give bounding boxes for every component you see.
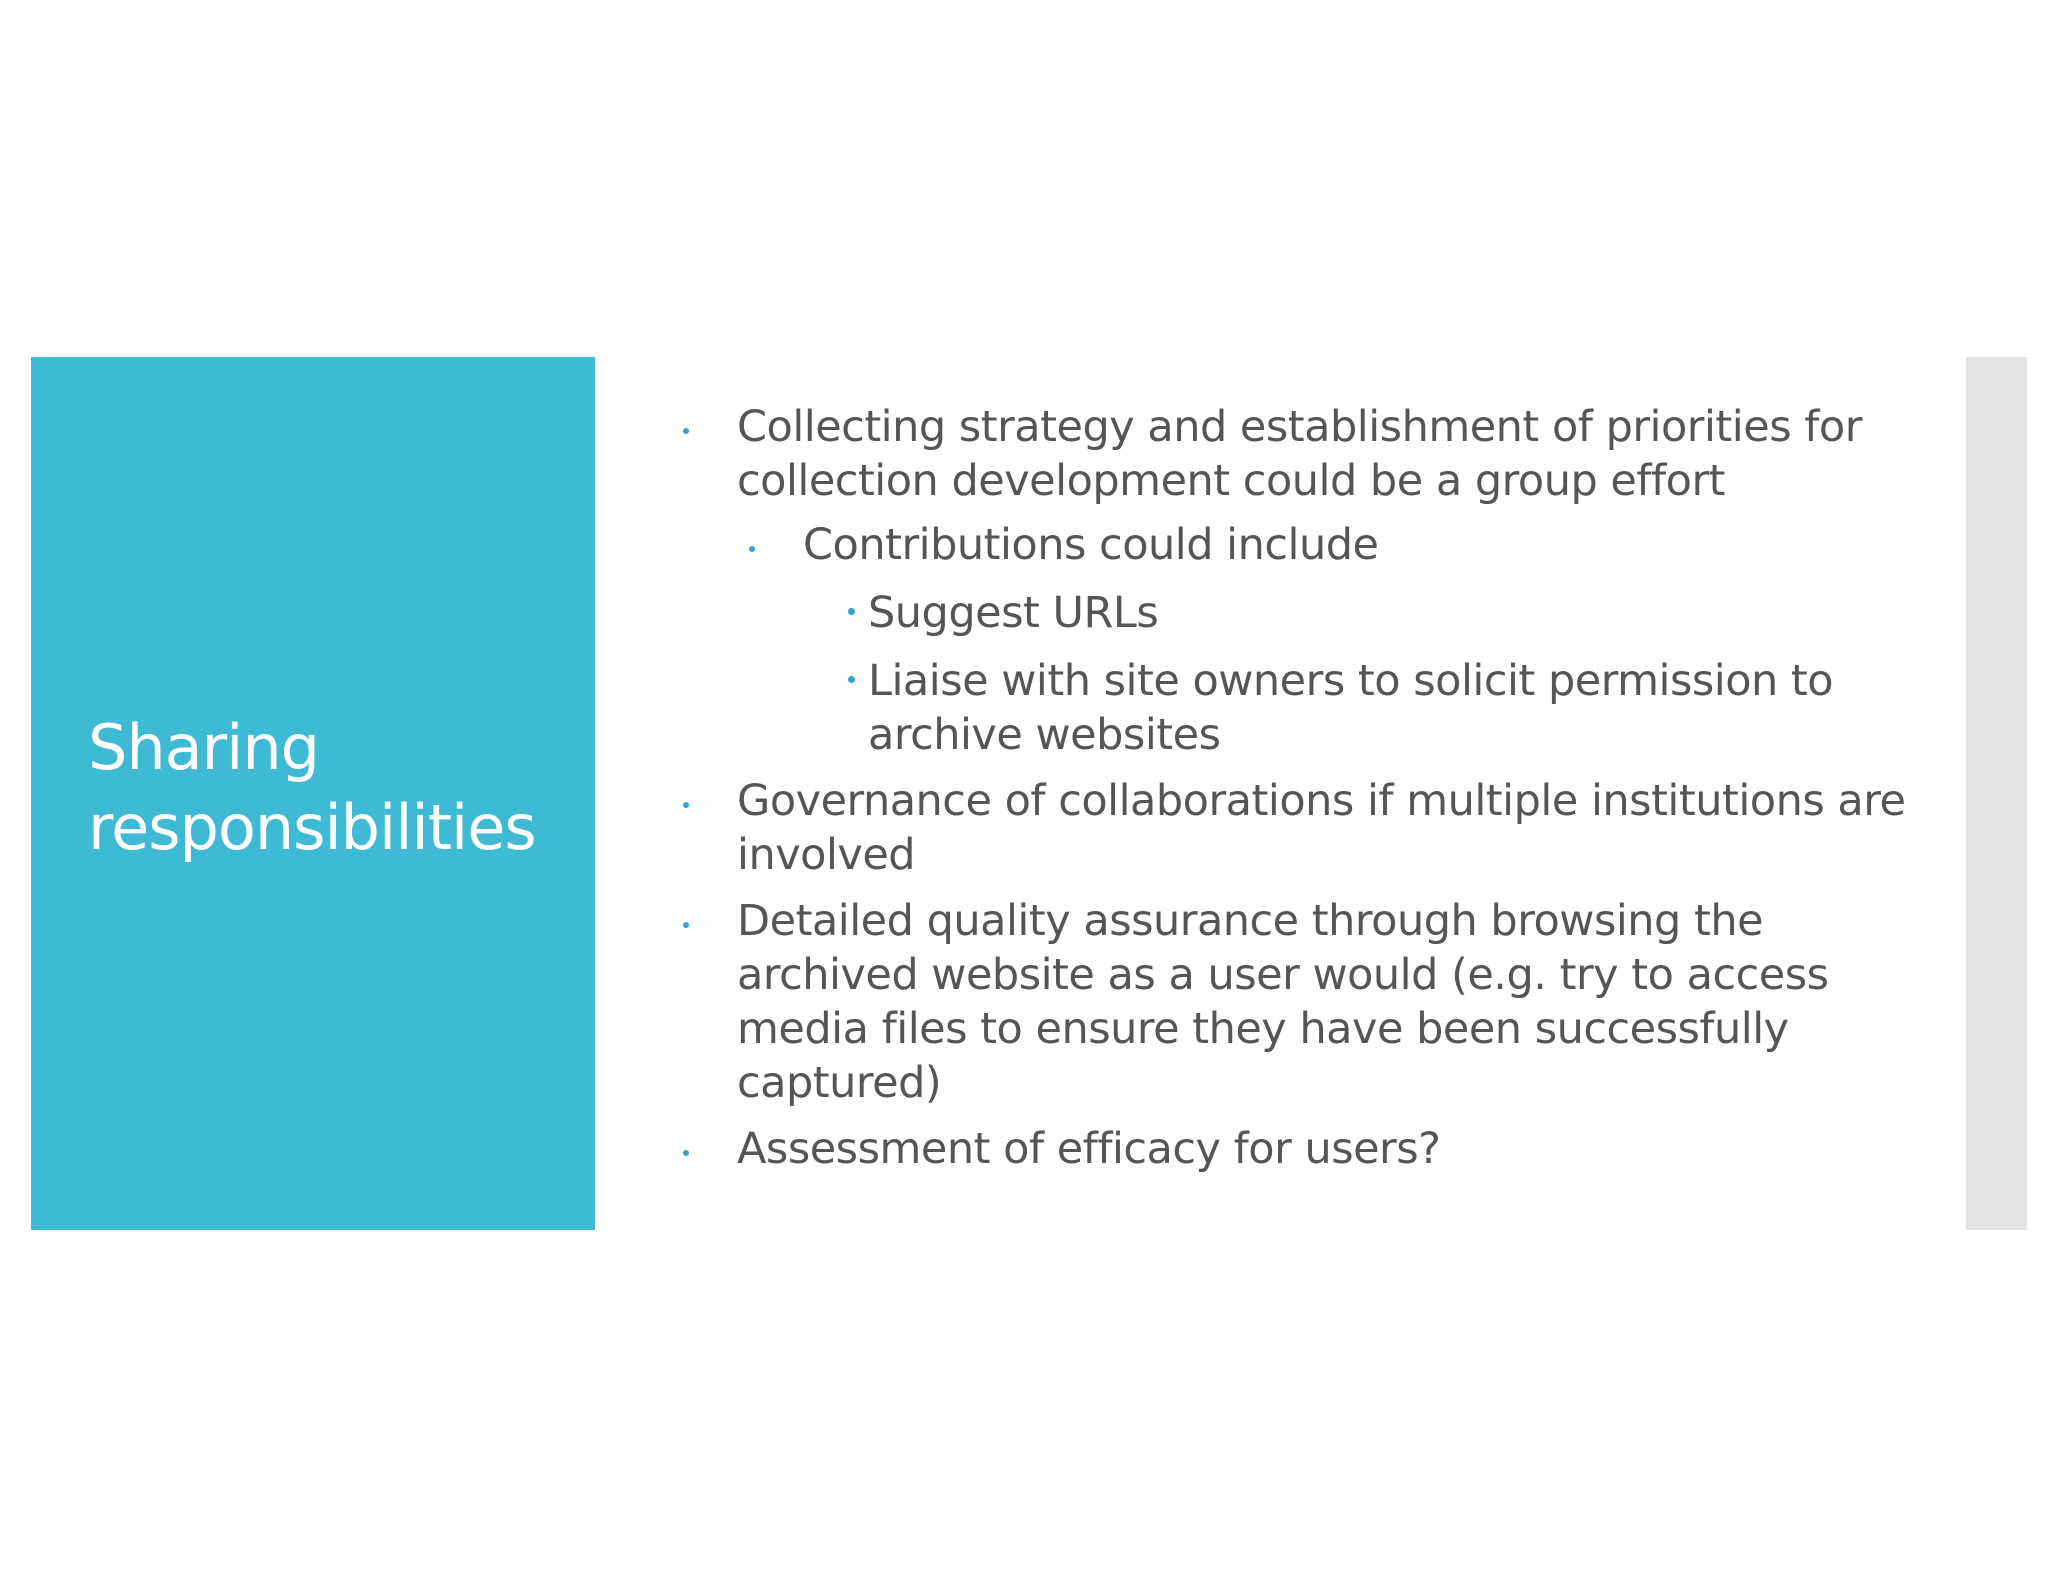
bullet-item <box>660 518 1920 572</box>
bullet-dot-icon <box>683 428 689 434</box>
right-accent-strip <box>1966 357 2027 1230</box>
bullet-dot-icon <box>848 676 855 683</box>
slide-content <box>660 400 1920 1176</box>
bullet-text: Contributions could include <box>803 520 1379 570</box>
bullet-text: Governance of collaborations if multiple institutions are involved <box>737 776 1906 880</box>
bullet-item <box>660 400 1920 508</box>
bullet-dot-icon <box>683 802 689 808</box>
bullet-item <box>660 654 1920 762</box>
bullet-item <box>660 774 1920 882</box>
bullet-dot-icon <box>749 546 755 552</box>
bullet-dot-icon <box>683 1150 689 1156</box>
bullet-item <box>660 586 1920 640</box>
bullet-text: Assessment of efficacy for users? <box>737 1124 1441 1174</box>
bullet-text: Collecting strategy and establishment of priorities for collection development could be a group effort <box>737 402 1862 506</box>
bullet-text: Detailed quality assurance through browsing the archived website as a user would (e.g. try to access media files to ensure they have been successfully captured) <box>737 896 1829 1108</box>
bullet-list <box>660 400 1920 1176</box>
bullet-item <box>660 894 1920 1110</box>
slide-title: Sharing responsibilities <box>88 711 536 864</box>
bullet-dot-icon <box>683 922 689 928</box>
bullet-item <box>660 1122 1920 1176</box>
bullet-dot-icon <box>848 608 855 615</box>
bullet-text: Suggest URLs <box>868 588 1159 638</box>
bullet-text: Liaise with site owners to solicit permission to archive websites <box>868 656 1834 760</box>
